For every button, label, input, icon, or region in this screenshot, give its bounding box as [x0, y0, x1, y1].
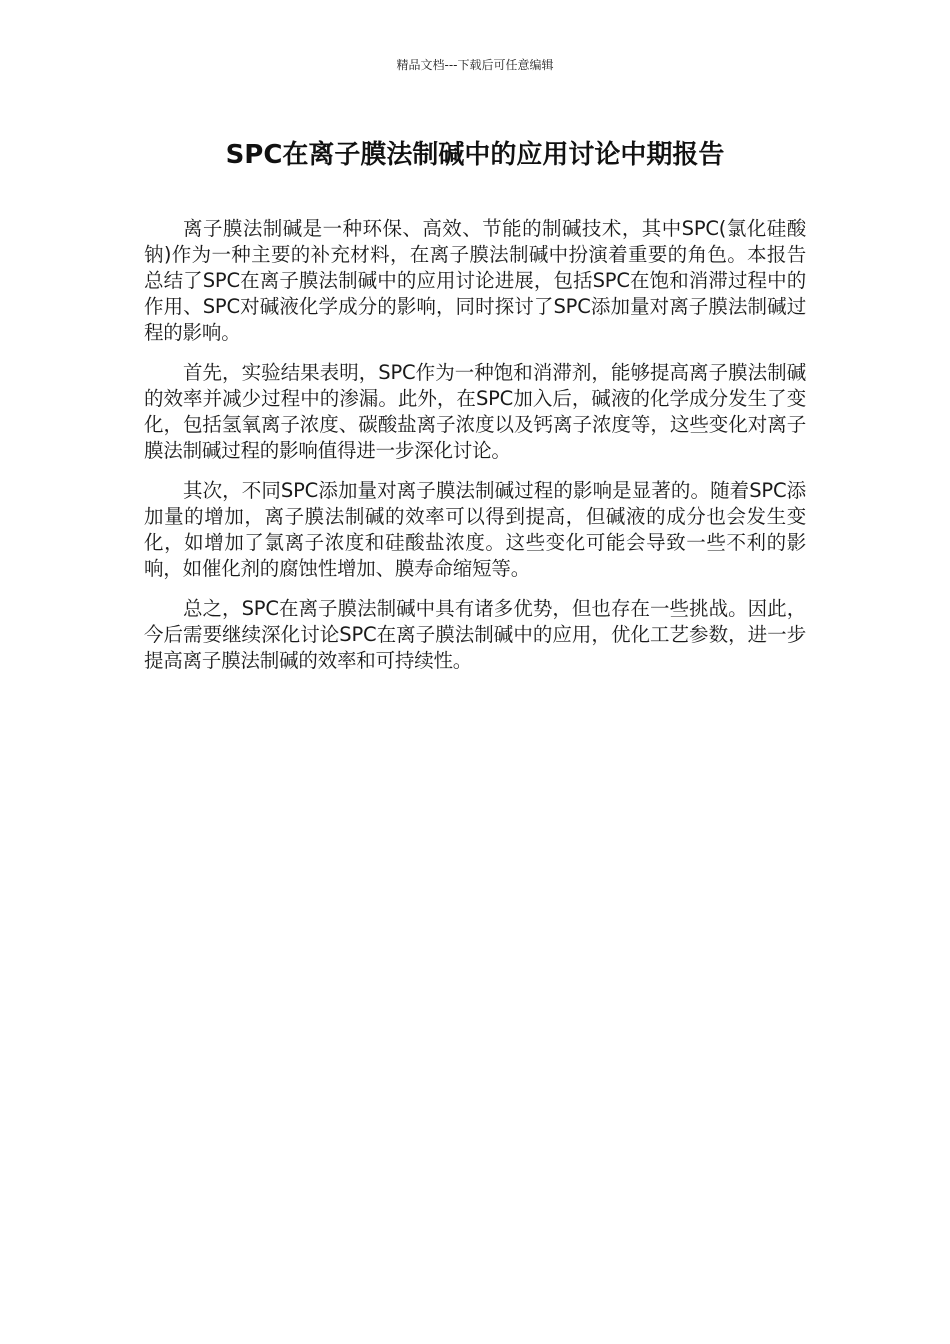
header-note: 精品文档---下载后可任意编辑	[396, 58, 554, 72]
paragraph-first: 首先，实验结果表明，SPC作为一种饱和消滞剂，能够提高离子膜法制碱的效率并减少过程中的渗漏。此外，在SPC加入后，碱液的化学成分发生了变化，包括氢氧离子浓度、碳酸盐离子浓度以及钙离子浓度等，这些变化对离子膜法制碱过程的影响值得进一步深化讨论。	[144, 361, 806, 462]
paragraph-conclusion: 总之，SPC在离子膜法制碱中具有诸多优势，但也存在一些挑战。因此，今后需要继续深化讨论SPC在离子膜法制碱中的应用，优化工艺参数，进一步提高离子膜法制碱的效率和可持续性。	[144, 597, 806, 672]
paragraph-second: 其次，不同SPC添加量对离子膜法制碱过程的影响是显著的。随着SPC添加量的增加，离子膜法制碱的效率可以得到提高，但碱液的成分也会发生变化，如增加了氯离子浓度和硅酸盐浓度。这些变化可能会导致一些不利的影响，如催化剂的腐蚀性增加、膜寿命缩短等。	[144, 479, 806, 580]
document-title: SPC在离子膜法制碱中的应用讨论中期报告	[225, 140, 725, 170]
document-body	[144, 216, 806, 688]
paragraph-intro: 离子膜法制碱是一种环保、高效、节能的制碱技术，其中SPC(氯化硅酸钠)作为一种主要的补充材料，在离子膜法制碱中扮演着重要的角色。本报告总结了SPC在离子膜法制碱中的应用讨论进展，包括SPC在饱和消滞过程中的作用、SPC对碱液化学成分的影响，同时探讨了SPC添加量对离子膜法制碱过程的影响。	[144, 217, 806, 344]
